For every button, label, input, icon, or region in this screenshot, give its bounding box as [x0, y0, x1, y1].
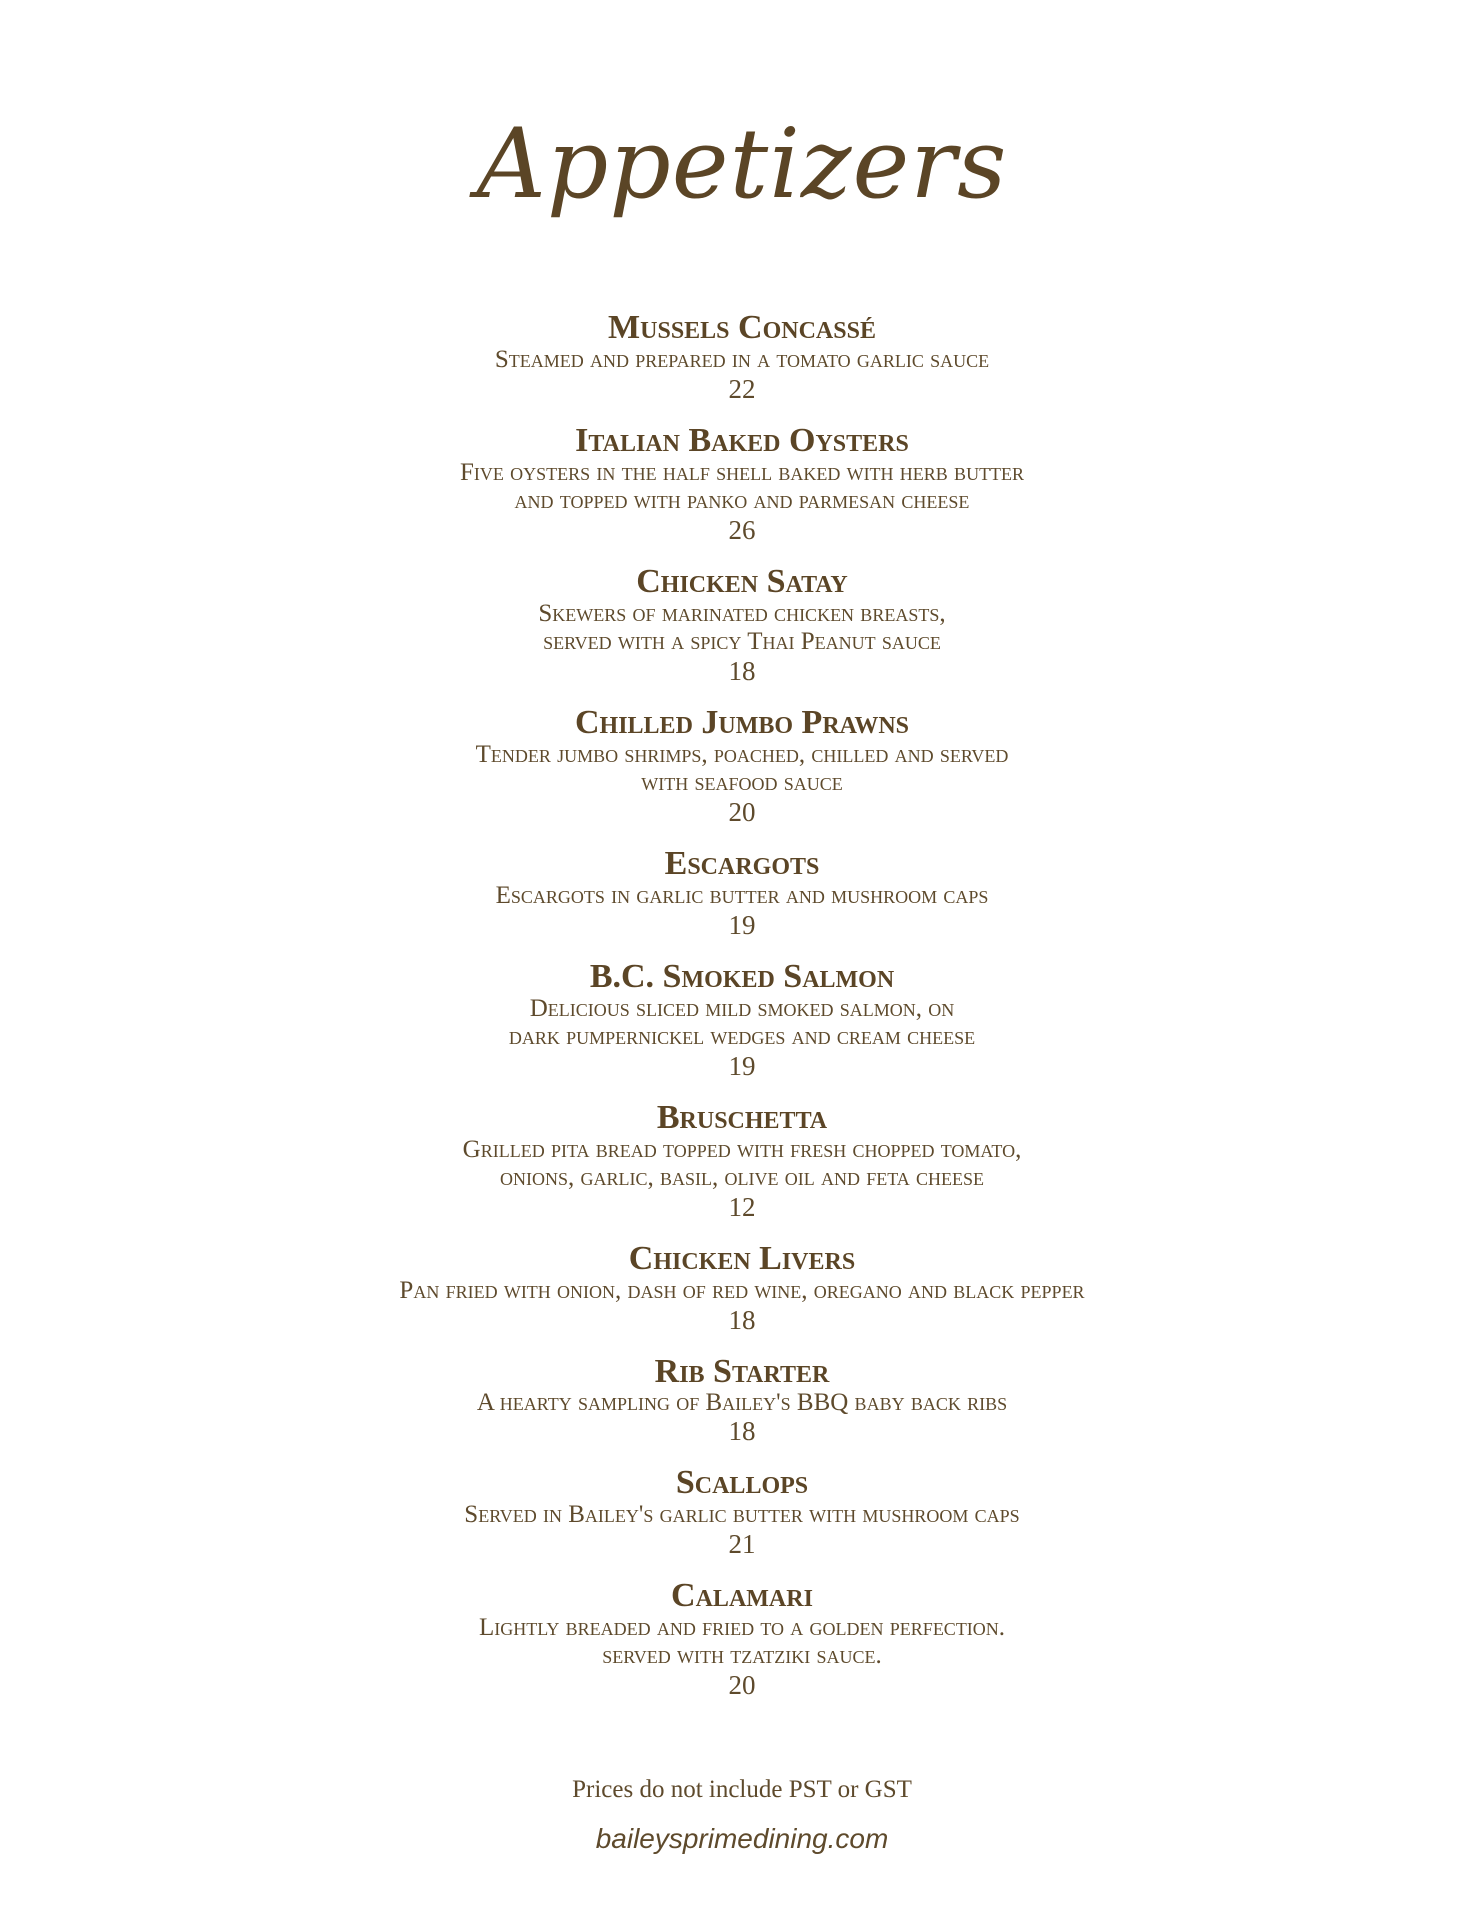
item-description: Delicious sliced mild smoked salmon, on — [529, 995, 955, 1022]
item-name: Scallops — [675, 1464, 809, 1501]
item-description: Steamed and prepared in a tomato garlic sauce — [494, 346, 990, 373]
menu-item — [0, 1578, 1484, 1701]
item-name: Escargots — [664, 845, 820, 882]
item-price: 18 — [728, 1305, 756, 1335]
menu-item — [0, 846, 1484, 941]
item-name: Italian Baked Oysters — [575, 422, 909, 459]
item-price: 20 — [728, 797, 756, 827]
item-name: Mussels Concassé — [608, 309, 876, 346]
menu-item — [0, 1354, 1484, 1447]
item-name: Bruschetta — [656, 1099, 828, 1136]
menu-item — [0, 564, 1484, 687]
item-price: 18 — [728, 1416, 756, 1446]
item-name: Chicken Livers — [628, 1240, 856, 1277]
item-name: Chicken Satay — [636, 563, 848, 600]
menu-item — [0, 310, 1484, 405]
item-name: Calamari — [671, 1577, 813, 1614]
website-url: baileysprimedining.com — [595, 1823, 889, 1854]
menu-item — [0, 1100, 1484, 1223]
item-description: served with tzatziki sauce. — [602, 1642, 882, 1669]
item-description: Pan fried with onion, dash of red wine, oregano and black pepper — [399, 1277, 1085, 1304]
item-description: Grilled pita bread topped with fresh chopped tomato, — [462, 1136, 1022, 1163]
menu-item — [0, 1465, 1484, 1560]
menu-list — [0, 310, 1484, 1719]
page-title: Appetizers — [476, 108, 1008, 220]
item-price: 18 — [728, 656, 756, 686]
item-price: 21 — [728, 1529, 756, 1559]
menu-item — [0, 959, 1484, 1082]
item-price: 12 — [728, 1192, 756, 1222]
menu-item — [0, 1241, 1484, 1336]
item-description: Served in Bailey's garlic butter with mushroom caps — [464, 1501, 1020, 1528]
item-description: served with a spicy Thai Peanut sauce — [543, 628, 941, 655]
item-name: Rib Starter — [654, 1353, 830, 1390]
item-name: B.C. Smoked Salmon — [589, 958, 895, 995]
item-price: 22 — [728, 374, 756, 404]
item-description: onions, garlic, basil, olive oil and feta cheese — [499, 1164, 985, 1191]
item-description: Escargots in garlic butter and mushroom caps — [495, 882, 989, 909]
item-description: Tender jumbo shrimps, poached, chilled and served — [475, 741, 1009, 768]
item-description: Lightly breaded and fried to a golden perfection. — [478, 1614, 1006, 1641]
item-price: 26 — [728, 515, 756, 545]
tax-footnote: Prices do not include PST or GST — [572, 1776, 912, 1803]
item-description: Five oysters in the half shell baked with herb butter — [459, 459, 1025, 486]
menu-item — [0, 423, 1484, 546]
item-price: 19 — [728, 910, 756, 940]
item-name: Chilled Jumbo Prawns — [574, 704, 910, 741]
item-description: and topped with panko and parmesan cheese — [514, 487, 970, 514]
item-description: dark pumpernickel wedges and cream cheese — [508, 1023, 976, 1050]
menu-item — [0, 705, 1484, 828]
item-description: A hearty sampling of Bailey's BBQ baby back ribs — [476, 1389, 1008, 1416]
item-price: 20 — [728, 1670, 756, 1700]
item-description: Skewers of marinated chicken breasts, — [538, 600, 946, 627]
item-price: 19 — [728, 1051, 756, 1081]
item-description: with seafood sauce — [641, 769, 843, 796]
